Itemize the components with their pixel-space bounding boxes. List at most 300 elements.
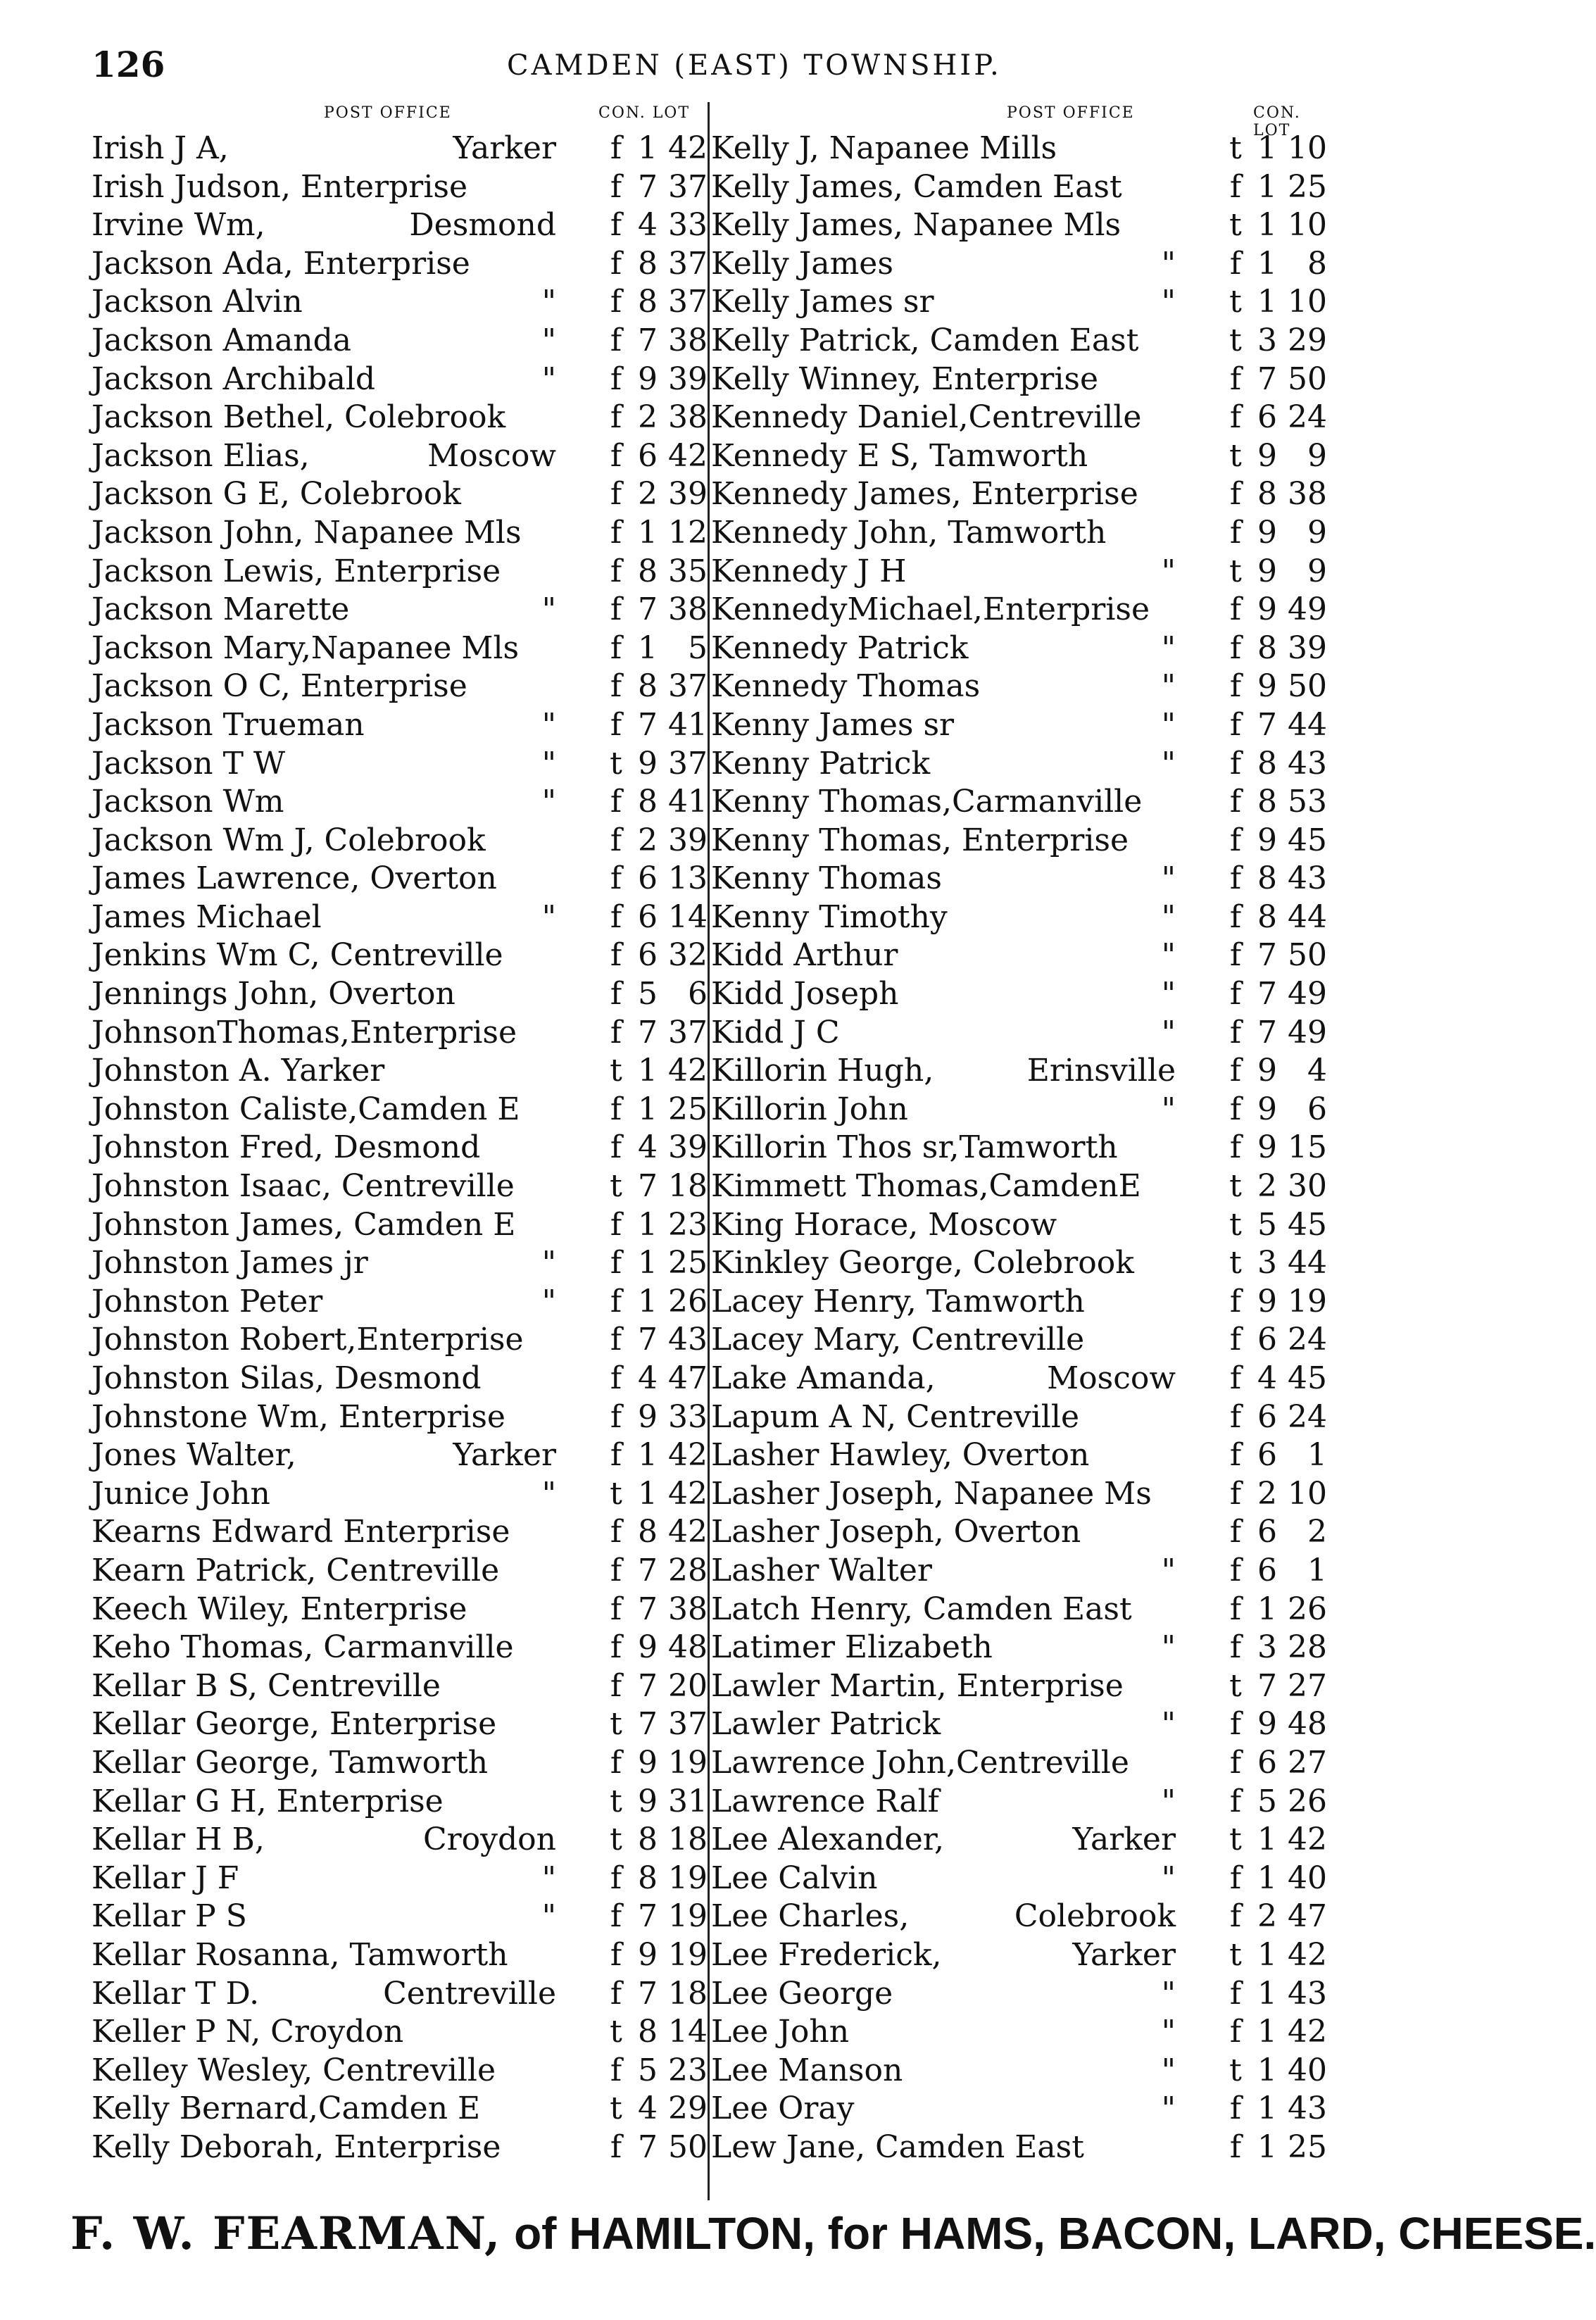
entry-tenure: f: [610, 668, 622, 705]
entry-tenure: f: [1229, 1860, 1242, 1896]
directory-entry: [92, 1052, 711, 1091]
directory-entry: [92, 1436, 711, 1475]
entry-concession: 9: [638, 1629, 658, 1666]
entry-name: Kinkley George, Colebrook: [711, 1245, 1134, 1281]
entry-lot: 37: [668, 1706, 708, 1743]
entry-tenure: t: [610, 1475, 622, 1512]
entry-concession: 6: [1257, 1552, 1277, 1588]
entry-lot: 53: [1288, 784, 1327, 820]
entry-name: Jackson Amanda: [92, 322, 352, 358]
entry-tenure: f: [610, 591, 622, 628]
left-column: [92, 99, 711, 2167]
entry-lot: 42: [668, 1437, 708, 1474]
entry-name: Kenny Timothy: [711, 898, 948, 935]
entry-post-office: ": [1161, 1552, 1176, 1588]
entry-lot: 1: [1307, 1437, 1327, 1474]
entry-name: Kenny Thomas,Carmanville: [711, 784, 1143, 820]
directory-entry: [92, 1360, 711, 1398]
entry-lot: 25: [668, 1091, 708, 1127]
entry-tenure: f: [610, 284, 622, 320]
directory-entry: [92, 399, 711, 437]
entry-name: Johnston Fred, Desmond: [92, 1129, 481, 1166]
entry-name: Kennedy E S, Tamworth: [711, 437, 1088, 474]
entry-tenure: f: [610, 1629, 622, 1666]
entry-concession: 9: [1257, 822, 1277, 858]
entry-tenure: t: [610, 2014, 622, 2050]
entry-lot: 5: [688, 629, 708, 666]
entry-tenure: f: [610, 1014, 622, 1051]
entry-concession: 2: [638, 822, 658, 858]
entry-lot: 6: [1307, 1091, 1327, 1127]
entry-name: Kelly James, Napanee Mls: [711, 207, 1121, 244]
entry-tenure: f: [1229, 668, 1242, 705]
entry-lot: 37: [668, 1014, 708, 1051]
entry-tenure: t: [610, 2090, 622, 2127]
directory-entry: [711, 860, 1331, 898]
entry-lot: 44: [1288, 1245, 1327, 1281]
entry-lot: 37: [668, 668, 708, 705]
directory-entry: [92, 1014, 711, 1053]
entry-concession: 8: [1257, 784, 1277, 820]
entry-tenure: f: [610, 1091, 622, 1127]
entry-lot: 41: [668, 706, 708, 743]
entry-name: Kelly James: [711, 245, 893, 282]
entry-concession: 7: [638, 1898, 658, 1935]
entry-concession: 1: [1257, 2014, 1277, 2050]
entry-name: Kearn Patrick, Centreville: [92, 1552, 500, 1588]
entry-tenure: f: [610, 1206, 622, 1243]
entry-concession: 7: [638, 1168, 658, 1205]
entry-post-office: Moscow: [427, 437, 556, 474]
entry-lot: 42: [668, 437, 708, 474]
entry-lot: 43: [1288, 860, 1327, 897]
entry-tenure: f: [1229, 1283, 1242, 1319]
entry-name: Jackson Elias,: [92, 437, 310, 474]
entry-name: Keller P N, Croydon: [92, 2014, 404, 2050]
entry-lot: 1: [1307, 1552, 1327, 1588]
entry-name: Lee Charles,: [711, 1898, 910, 1935]
entry-concession: 1: [1257, 2090, 1277, 2127]
entry-tenure: f: [1229, 1398, 1242, 1435]
entry-concession: 9: [1257, 1091, 1277, 1127]
directory-entry: [711, 1705, 1331, 1744]
entry-name: Johnston Caliste,Camden E: [92, 1091, 520, 1127]
directory-entry: [92, 860, 711, 898]
entry-tenure: f: [1229, 360, 1242, 397]
entry-tenure: t: [1229, 1821, 1242, 1858]
directory-entry: [92, 360, 711, 399]
entry-tenure: f: [1229, 1129, 1242, 1166]
directory-entry: [92, 1552, 711, 1591]
entry-concession: 1: [1257, 130, 1277, 166]
entry-tenure: t: [1229, 1936, 1242, 1973]
entry-lot: 31: [668, 1783, 708, 1819]
entry-tenure: f: [1229, 1053, 1242, 1089]
entry-tenure: f: [1229, 898, 1242, 935]
entry-concession: 6: [1257, 1322, 1277, 1358]
entry-concession: 1: [638, 1053, 658, 1089]
entry-concession: 7: [638, 1014, 658, 1051]
directory-entry: [92, 437, 711, 476]
entry-lot: 42: [1288, 1936, 1327, 1973]
entry-tenure: f: [1229, 784, 1242, 820]
entry-tenure: f: [1229, 745, 1242, 782]
entry-name: Kelley Wesley, Centreville: [92, 2052, 496, 2088]
entry-lot: 19: [668, 1936, 708, 1973]
entry-lot: 29: [668, 2090, 708, 2127]
entry-post-office: Erinsville: [1026, 1053, 1176, 1089]
entry-name: Lawler Martin, Enterprise: [711, 1667, 1124, 1704]
entry-concession: 4: [638, 1360, 658, 1396]
entry-concession: 7: [638, 1667, 658, 1704]
directory-entry: [92, 591, 711, 629]
directory-entry: [92, 1398, 711, 1437]
entry-post-office: ": [541, 284, 556, 320]
entry-lot: 18: [668, 1975, 708, 2012]
directory-entry: [711, 360, 1331, 399]
entry-concession: 8: [1257, 745, 1277, 782]
entry-concession: 1: [1257, 284, 1277, 320]
entry-lot: 35: [668, 553, 708, 589]
directory-entry: [92, 1629, 711, 1667]
entry-tenure: t: [610, 745, 622, 782]
con-lot-heading: CON. LOT: [1253, 104, 1301, 139]
directory-entry: [711, 553, 1331, 591]
entry-lot: 37: [668, 245, 708, 282]
directory-entry: [92, 1860, 711, 1898]
directory-entry: [711, 514, 1331, 553]
entry-concession: 7: [1257, 1014, 1277, 1051]
entry-tenure: f: [1229, 822, 1242, 858]
directory-entry: [711, 1206, 1331, 1245]
entry-name: Latch Henry, Camden East: [711, 1591, 1132, 1627]
entry-tenure: f: [610, 514, 622, 551]
entry-tenure: f: [1229, 1629, 1242, 1666]
entry-concession: 8: [638, 284, 658, 320]
entry-concession: 1: [638, 1283, 658, 1319]
entry-lot: 13: [668, 860, 708, 897]
entry-lot: 47: [1288, 1898, 1327, 1935]
entry-post-office: ": [541, 1283, 556, 1319]
entry-name: Kennedy Thomas: [711, 668, 981, 705]
entry-tenure: t: [1229, 2052, 1242, 2088]
entry-tenure: f: [610, 1437, 622, 1474]
entry-concession: 7: [638, 706, 658, 743]
entry-concession: 7: [638, 168, 658, 205]
entry-concession: 1: [1257, 1821, 1277, 1858]
entry-name: Johnston A. Yarker: [92, 1053, 385, 1089]
entry-name: Kenny Patrick: [711, 745, 931, 782]
entry-lot: 50: [1288, 937, 1327, 974]
directory-entry: [92, 553, 711, 591]
entry-post-office: ": [541, 1245, 556, 1281]
entry-concession: 4: [638, 1129, 658, 1166]
entry-lot: 45: [1288, 1360, 1327, 1396]
entry-name: Jackson T W: [92, 745, 286, 782]
entry-name: Lasher Hawley, Overton: [711, 1437, 1090, 1474]
entry-lot: 4: [1307, 1053, 1327, 1089]
column-divider: [708, 102, 710, 2200]
entry-lot: 42: [1288, 1821, 1327, 1858]
entry-tenure: f: [610, 245, 622, 282]
entry-tenure: f: [610, 976, 622, 1012]
entry-tenure: f: [610, 437, 622, 474]
directory-entry: [711, 2128, 1331, 2167]
directory-entry: [711, 2013, 1331, 2052]
directory-entry: [92, 1244, 711, 1283]
entry-tenure: f: [610, 1283, 622, 1319]
entry-concession: 6: [638, 898, 658, 935]
entry-concession: 5: [638, 976, 658, 1012]
entry-lot: 39: [668, 476, 708, 513]
directory-entry: [92, 1783, 711, 1821]
entry-name: Johnston Robert,Enterprise: [92, 1322, 524, 1358]
entry-name: KennedyMichael,Enterprise: [711, 591, 1150, 628]
entry-name: Jackson Bethel, Colebrook: [92, 399, 506, 436]
directory-entry: [92, 667, 711, 706]
entry-concession: 6: [1257, 1744, 1277, 1781]
entry-post-office: Desmond: [409, 207, 556, 244]
entry-lot: 43: [1288, 2090, 1327, 2127]
entry-tenure: f: [610, 476, 622, 513]
entry-concession: 5: [1257, 1206, 1277, 1243]
entry-concession: 8: [1257, 476, 1277, 513]
entry-tenure: f: [610, 168, 622, 205]
entry-post-office: ": [1161, 937, 1176, 974]
directory-entry: [711, 936, 1331, 975]
entry-concession: 8: [638, 1860, 658, 1896]
directory-entry: [711, 1360, 1331, 1398]
entry-name: Kelly Patrick, Camden East: [711, 322, 1139, 358]
directory-entry: [711, 399, 1331, 437]
entry-name: Keho Thomas, Carmanville: [92, 1629, 514, 1666]
directory-entry: [711, 591, 1331, 629]
entry-post-office: ": [1161, 2090, 1176, 2127]
entry-concession: 9: [1257, 514, 1277, 551]
entry-lot: 37: [668, 284, 708, 320]
entry-concession: 7: [638, 1552, 658, 1588]
entry-name: Jackson Wm: [92, 784, 284, 820]
entry-tenure: t: [1229, 553, 1242, 589]
directory-entry: [711, 283, 1331, 322]
entry-post-office: ": [541, 706, 556, 743]
entry-concession: 1: [1257, 2052, 1277, 2088]
entry-tenure: f: [610, 1514, 622, 1550]
entry-name: Lasher Walter: [711, 1552, 932, 1588]
entry-lot: 50: [668, 2128, 708, 2165]
directory-entry: [92, 1667, 711, 1706]
entry-tenure: f: [610, 629, 622, 666]
entry-tenure: f: [610, 1398, 622, 1435]
entry-name: Jenkins Wm C, Centreville: [92, 937, 503, 974]
directory-entry: [711, 2090, 1331, 2128]
entry-name: Lee Alexander,: [711, 1821, 944, 1858]
entry-name: Johnston James, Camden E: [92, 1206, 516, 1243]
entry-name: Killorin John: [711, 1091, 908, 1127]
entry-lot: 18: [668, 1821, 708, 1858]
directory-entry: [711, 1513, 1331, 1552]
entry-concession: 5: [638, 2052, 658, 2088]
entry-post-office: Croydon: [422, 1821, 556, 1858]
entry-name: Irish Judson, Enterprise: [92, 168, 468, 205]
entry-name: Killorin Thos sr,Tamworth: [711, 1129, 1118, 1166]
entry-name: Jackson Lewis, Enterprise: [92, 553, 501, 589]
entry-concession: 7: [1257, 976, 1277, 1012]
entry-tenure: f: [610, 322, 622, 358]
entry-post-office: ": [541, 322, 556, 358]
entry-lot: 10: [1288, 284, 1327, 320]
entry-lot: 38: [668, 1591, 708, 1627]
directory-entry: [711, 1629, 1331, 1667]
entry-concession: 9: [1257, 553, 1277, 589]
entry-tenure: t: [1229, 207, 1242, 244]
entry-lot: 9: [1307, 514, 1327, 551]
directory-entry: [92, 1975, 711, 2014]
entry-name: Jackson O C, Enterprise: [92, 668, 467, 705]
entry-tenure: f: [610, 1591, 622, 1627]
directory-entry: [92, 783, 711, 822]
entry-concession: 1: [1257, 2128, 1277, 2165]
entry-post-office: ": [1161, 1706, 1176, 1743]
directory-entry: [92, 130, 711, 168]
left-column-header: [92, 99, 711, 130]
entry-name: Kellar G H, Enterprise: [92, 1783, 444, 1819]
entry-tenure: f: [1229, 476, 1242, 513]
entry-tenure: f: [610, 860, 622, 897]
entry-tenure: f: [1229, 706, 1242, 743]
entry-tenure: f: [1229, 1744, 1242, 1781]
entry-post-office: ": [1161, 668, 1176, 705]
entry-name: Latimer Elizabeth: [711, 1629, 993, 1666]
entry-tenure: f: [1229, 2128, 1242, 2165]
entry-name: Lee Oray: [711, 2090, 855, 2127]
entry-concession: 7: [638, 1706, 658, 1743]
right-column: [711, 99, 1331, 2167]
entry-concession: 2: [1257, 1168, 1277, 1205]
directory-entry: [92, 936, 711, 975]
directory-entry: [92, 1167, 711, 1206]
entry-post-office: ": [1161, 1014, 1176, 1051]
entry-lot: 43: [1288, 1975, 1327, 2012]
entry-name: Lawrence John,Centreville: [711, 1744, 1129, 1781]
directory-entry: [92, 2128, 711, 2167]
entry-lot: 38: [1288, 476, 1327, 513]
directory-entry: [711, 1591, 1331, 1629]
entry-lot: 48: [1288, 1706, 1327, 1743]
directory-entry: [711, 898, 1331, 937]
entry-concession: 7: [638, 322, 658, 358]
entry-concession: 8: [638, 1514, 658, 1550]
entry-concession: 4: [1257, 1360, 1277, 1396]
entry-lot: 23: [668, 2052, 708, 2088]
entry-lot: 43: [1288, 745, 1327, 782]
entry-lot: 25: [1288, 168, 1327, 205]
entry-tenure: f: [1229, 1437, 1242, 1474]
entry-tenure: f: [610, 207, 622, 244]
entry-lot: 24: [1288, 399, 1327, 436]
entry-lot: 19: [668, 1898, 708, 1935]
entry-name: Kennedy J H: [711, 553, 907, 589]
directory-entry: [711, 2052, 1331, 2090]
directory-entry: [92, 475, 711, 514]
entry-concession: 6: [638, 860, 658, 897]
entry-concession: 1: [1257, 1936, 1277, 1973]
directory-entry: [92, 2090, 711, 2128]
entry-concession: 1: [1257, 168, 1277, 205]
entry-lot: 37: [668, 168, 708, 205]
entry-lot: 40: [1288, 1860, 1327, 1896]
entry-post-office: Yarker: [1072, 1821, 1176, 1858]
entry-post-office: ": [1161, 629, 1176, 666]
directory-entry: [92, 1206, 711, 1245]
entry-name: Lee George: [711, 1975, 893, 2012]
entry-concession: 6: [1257, 1437, 1277, 1474]
entry-name: Kelly James, Camden East: [711, 168, 1122, 205]
entry-name: Keech Wiley, Enterprise: [92, 1591, 467, 1627]
entry-concession: 7: [1257, 706, 1277, 743]
entry-tenure: f: [1229, 937, 1242, 974]
entry-name: Lacey Henry, Tamworth: [711, 1283, 1085, 1319]
directory-entry: [92, 822, 711, 860]
entry-lot: 39: [1288, 629, 1327, 666]
entry-concession: 8: [1257, 629, 1277, 666]
entry-tenure: f: [1229, 591, 1242, 628]
directory-entry: [711, 1860, 1331, 1898]
entry-concession: 9: [638, 745, 658, 782]
entry-name: Junice John: [92, 1475, 270, 1512]
entry-name: Irvine Wm,: [92, 207, 265, 244]
entry-lot: 49: [1288, 976, 1327, 1012]
entry-post-office: Colebrook: [1014, 1898, 1176, 1935]
entry-tenure: f: [610, 1975, 622, 2012]
entry-concession: 6: [638, 937, 658, 974]
directory-entry: [92, 514, 711, 553]
post-office-heading: POST OFFICE: [1007, 104, 1135, 122]
directory-entry: [711, 1975, 1331, 2014]
entry-tenure: f: [610, 360, 622, 397]
entry-name: Lee Frederick,: [711, 1936, 942, 1973]
entry-tenure: f: [610, 1898, 622, 1935]
entry-lot: 49: [1288, 1014, 1327, 1051]
entry-lot: 25: [668, 1245, 708, 1281]
entry-tenure: f: [1229, 1552, 1242, 1588]
entry-tenure: f: [610, 2128, 622, 2165]
entry-name: Lasher Joseph, Overton: [711, 1514, 1081, 1550]
entry-concession: 8: [638, 668, 658, 705]
entry-lot: 41: [668, 784, 708, 820]
entry-lot: 43: [668, 1322, 708, 1358]
entry-concession: 6: [1257, 399, 1277, 436]
directory-entry: [92, 1129, 711, 1167]
entry-tenure: t: [1229, 130, 1242, 166]
entry-name: Lacey Mary, Centreville: [711, 1322, 1085, 1358]
directory-entry: [711, 1744, 1331, 1783]
entry-name: Lee Calvin: [711, 1860, 878, 1896]
entry-concession: 9: [1257, 668, 1277, 705]
entry-post-office: ": [1161, 1091, 1176, 1127]
entry-concession: 2: [638, 476, 658, 513]
entry-lot: 2: [1307, 1514, 1327, 1550]
entry-name: Kellar T D.: [92, 1975, 260, 2012]
entry-concession: 7: [638, 2128, 658, 2165]
page-number: 126: [92, 44, 165, 85]
directory-entry: [92, 1821, 711, 1860]
entry-name: Lee John: [711, 2014, 850, 2050]
entry-name: Lew Jane, Camden East: [711, 2128, 1084, 2165]
entry-concession: 9: [1257, 1053, 1277, 1089]
directory-entry: [92, 168, 711, 207]
left-entries: [92, 130, 711, 2167]
